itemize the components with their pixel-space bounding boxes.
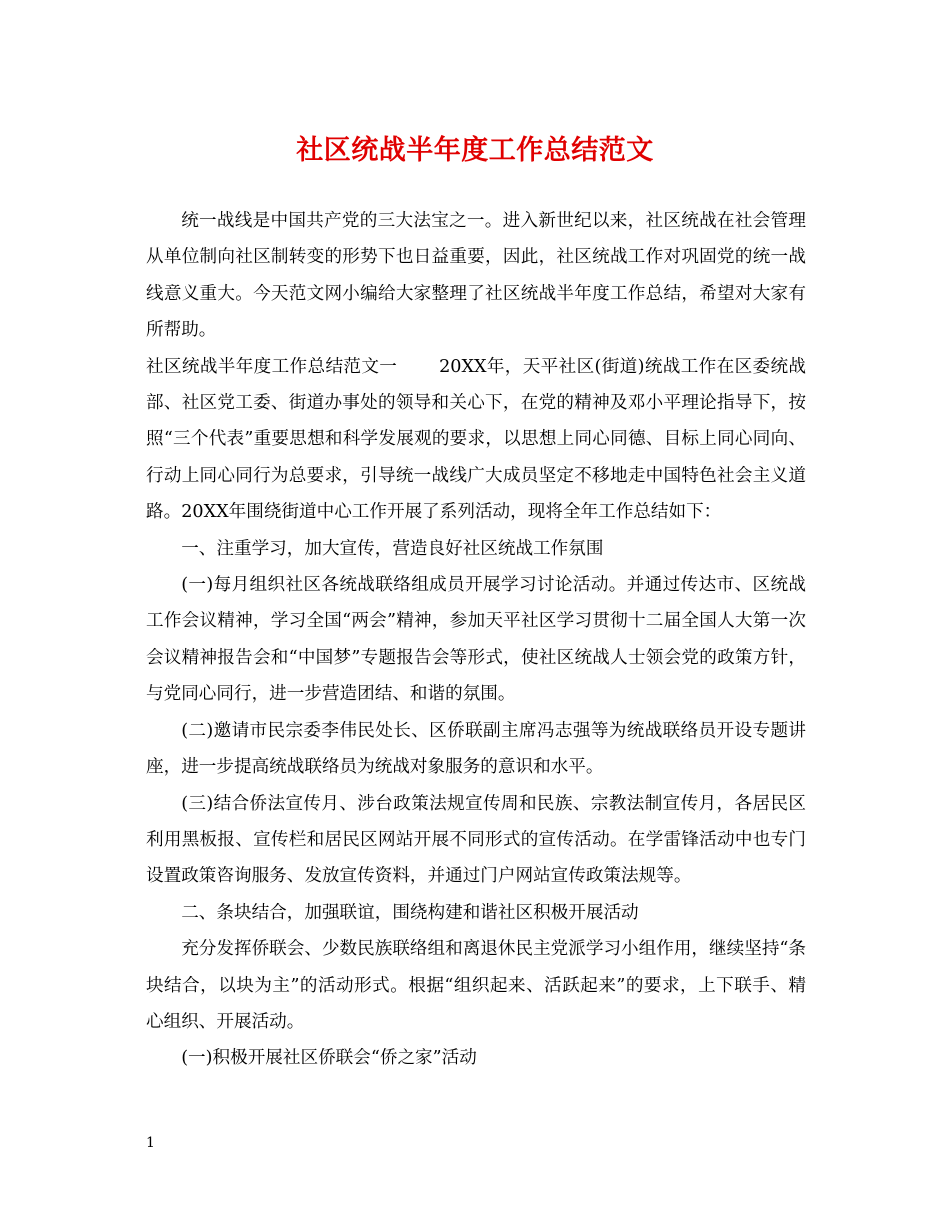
body-paragraph: (一)每月组织社区各统战联络组成员开展学习讨论活动。并通过传达市、区统战工作会议精神，学习全国“两会”精神，参加天平社区学习贯彻十二届全国人大第一次会议精神报告会和“中国梦”专题报告会等形式，使社区统战人士领会党的政策方针，与党同心同行，进一步营造团结、和谐的氛围。	[146, 575, 806, 705]
subsection-heading: (一)积极开展社区侨联会“侨之家”活动	[181, 1048, 477, 1069]
page-number: 1	[146, 1135, 155, 1151]
body-paragraph: 充分发挥侨联会、少数民族联络组和离退休民主党派学习小组作用，继续坚持“条块结合，以块为主”的活动形式。根据“组织起来、活跃起来”的要求，上下联手、精心组织、开展活动。	[146, 939, 806, 1032]
body-paragraph: (二)邀请市民宗委李伟民处长、区侨联副主席冯志强等为统战联络员开设专题讲座，进一步提高统战联络员为统战对象服务的意识和水平。	[146, 720, 806, 778]
sample-one-paragraph: 社区统战半年度工作总结范文一 20XX年，天平社区(街道)统战工作在区委统战部、社区党工委、街道办事处的领导和关心下，在党的精神及邓小平理论指导下，按照“三个代表”重要思想和科学发展观的要求，以思想上同心同德、目标上同心同向、行动上同心同行为总要求，引导统一战线广大成员坚定不移地走中国特色社会主义道路。20XX年围绕街道中心工作开展了系列活动，现将全年工作总结如下：	[146, 356, 806, 523]
body-paragraph: (三)结合侨法宣传月、涉台政策法规宣传周和民族、宗教法制宣传月，各居民区利用黑板报、宣传栏和居民区网站开展不同形式的宣传活动。在学雷锋活动中也专门设置政策咨询服务、发放宣传资料，并通过门户网站宣传政策法规等。	[146, 793, 806, 887]
document-body	[146, 203, 806, 1077]
intro-paragraph: 统一战线是中国共产党的三大法宝之一。进入新世纪以来，社区统战在社会管理从单位制向社区制转变的形势下也日益重要，因此，社区统战工作对巩固党的统一战线意义重大。今天范文网小编给大家整理了社区统战半年度工作总结，希望对大家有所帮助。	[146, 211, 806, 341]
document-title: 社区统战半年度工作总结范文	[296, 135, 654, 166]
section-heading-two: 二、条块结合，加强联谊，围绕构建和谐社区积极开展活动	[181, 902, 639, 923]
section-heading-one: 一、注重学习，加大宣传，营造良好社区统战工作氛围	[181, 538, 604, 559]
